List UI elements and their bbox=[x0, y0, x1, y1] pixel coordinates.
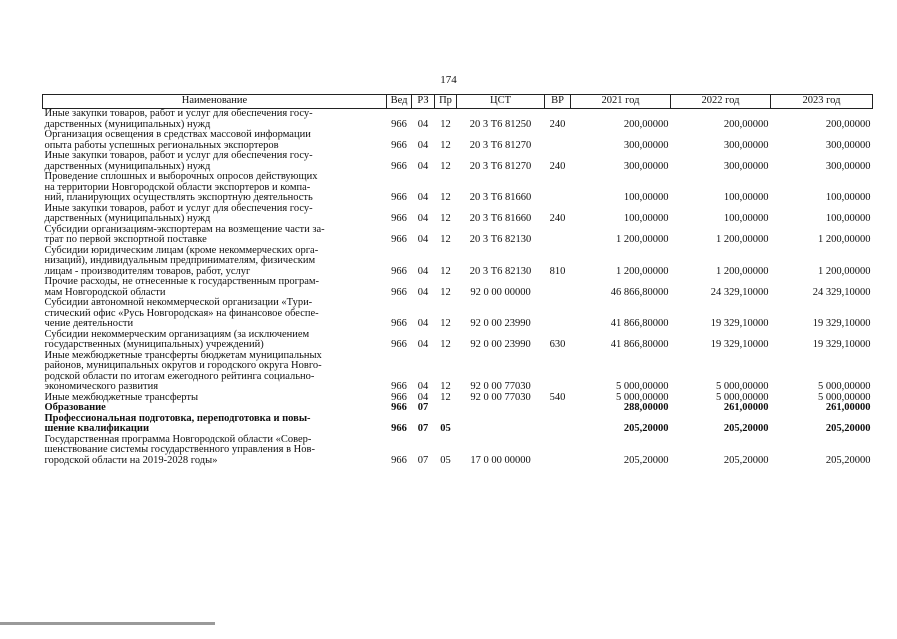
cst-cell: 20 3 Т6 82130 bbox=[469, 265, 532, 277]
amount-2023: 200,00000 bbox=[825, 118, 871, 130]
vr-cell bbox=[545, 172, 571, 204]
rz-cell: 04 bbox=[417, 391, 429, 403]
rz-cell: 04 bbox=[417, 286, 429, 298]
amount-2021: 100,00000 bbox=[623, 213, 669, 224]
amount-2021: 300,00000 bbox=[623, 139, 669, 151]
ved-cell: 966 bbox=[391, 454, 407, 466]
row-name-cell bbox=[43, 130, 387, 151]
rz-cell: 07 bbox=[417, 454, 429, 466]
vr-cell bbox=[545, 435, 571, 467]
row-name-cell bbox=[43, 225, 387, 246]
amount-2021: 100,00000 bbox=[623, 192, 669, 203]
table-row bbox=[43, 330, 873, 351]
header-2021: 2021 год bbox=[571, 95, 671, 109]
row-name-line: дарственных (муниципальных) нужд bbox=[44, 160, 211, 172]
rz-cell: 07 bbox=[417, 423, 429, 434]
amount-2022: 100,00000 bbox=[723, 192, 769, 203]
rz-cell: 04 bbox=[417, 234, 429, 245]
pr-cell: 12 bbox=[440, 160, 451, 172]
table-row bbox=[43, 414, 873, 435]
amount-2022: 1 200,00000 bbox=[716, 234, 769, 245]
amount-2023: 205,20000 bbox=[825, 423, 871, 434]
rz-cell: 04 bbox=[417, 160, 429, 172]
amount-2021: 200,00000 bbox=[623, 118, 669, 130]
table-row bbox=[43, 151, 873, 172]
ved-cell: 966 bbox=[391, 286, 407, 298]
pr-cell: 05 bbox=[440, 454, 451, 466]
amount-2023: 100,00000 bbox=[825, 192, 871, 203]
cst-cell: 92 0 00 23990 bbox=[470, 339, 531, 350]
cst-cell: 92 0 00 23990 bbox=[470, 318, 531, 329]
row-name-line: Профессиональная подготовка, переподготовка и повы- bbox=[44, 412, 311, 424]
amount-2022: 205,20000 bbox=[723, 423, 769, 434]
cst-cell: 20 3 Т6 81660 bbox=[469, 192, 532, 203]
vr-cell: 540 bbox=[549, 391, 566, 403]
footer-rule bbox=[0, 622, 215, 625]
pr-cell: 12 bbox=[440, 286, 451, 298]
ved-cell: 966 bbox=[391, 192, 407, 203]
table-row bbox=[43, 277, 873, 298]
table-header-row bbox=[43, 95, 873, 109]
amount-2021: 205,20000 bbox=[623, 454, 669, 466]
vr-cell bbox=[545, 351, 571, 393]
row-name-line: дарственных (муниципальных) нужд bbox=[44, 213, 211, 224]
row-name-cell bbox=[43, 403, 387, 414]
ved-cell: 966 bbox=[391, 339, 407, 350]
pr-cell bbox=[435, 403, 457, 414]
row-name-line: городской области на 2019-2028 годы» bbox=[44, 454, 218, 466]
vr-cell: 630 bbox=[549, 339, 566, 350]
ved-cell: 966 bbox=[391, 234, 407, 245]
ved-cell: 966 bbox=[391, 160, 407, 172]
table-body bbox=[43, 109, 873, 467]
row-name-line: Иные межбюджетные трансферты бюджетам муниципальных bbox=[44, 349, 322, 361]
pr-cell: 12 bbox=[440, 192, 451, 203]
row-name-line: Субсидии юридическим лицам (кроме некоммерческих орга- bbox=[44, 244, 319, 256]
rz-cell: 04 bbox=[417, 118, 429, 130]
pr-cell: 12 bbox=[440, 234, 451, 245]
amount-2022: 200,00000 bbox=[723, 118, 769, 130]
pr-cell: 12 bbox=[440, 213, 451, 224]
table-row bbox=[43, 246, 873, 278]
amount-2022: 5 000,00000 bbox=[716, 381, 769, 392]
row-name-line: чение деятельности bbox=[44, 318, 134, 329]
row-name-line: шенствование системы государственного управления в Нов- bbox=[44, 444, 315, 455]
amount-2021: 41 866,80000 bbox=[610, 339, 669, 350]
vr-cell: 240 bbox=[549, 160, 566, 172]
rz-cell: 04 bbox=[417, 213, 429, 224]
row-name-line: Субсидии автономной некоммерческой организации «Тури- bbox=[44, 297, 313, 308]
amount-2022: 19 329,10000 bbox=[710, 339, 769, 350]
row-name-line: мам Новгородской области bbox=[44, 286, 166, 298]
row-name-cell bbox=[43, 172, 387, 204]
ved-cell: 966 bbox=[391, 318, 407, 329]
header-name: Наименование bbox=[43, 95, 387, 109]
ved-cell: 966 bbox=[391, 265, 407, 277]
ved-cell: 966 bbox=[391, 402, 407, 413]
cst-cell: 92 0 00 77030 bbox=[470, 381, 531, 392]
table-row bbox=[43, 172, 873, 204]
amount-2023: 261,00000 bbox=[825, 402, 871, 413]
cst-cell: 20 3 Т6 82130 bbox=[469, 234, 532, 245]
row-name-cell bbox=[43, 298, 387, 330]
row-name-line: Иные межбюджетные трансферты bbox=[44, 391, 199, 403]
cst-cell: 92 0 00 00000 bbox=[470, 286, 531, 298]
row-name-line: районов, муниципальных округов и городского округа Новго- bbox=[44, 360, 322, 371]
rz-cell: 04 bbox=[417, 381, 429, 392]
amount-2022: 300,00000 bbox=[723, 160, 769, 172]
row-name-line: родской области по итогам ежегодного рейтинга социально- bbox=[44, 370, 315, 382]
row-name-cell bbox=[43, 330, 387, 351]
ved-cell: 966 bbox=[391, 139, 407, 151]
row-name-line: низаций), индивидуальным предпринимателям, физическим bbox=[44, 255, 316, 266]
row-name-line: лицам - производителям товаров, работ, услуг bbox=[44, 265, 251, 277]
row-name-cell bbox=[43, 204, 387, 225]
row-name-line: Иные закупки товаров, работ и услуг для обеспечения госу- bbox=[44, 150, 313, 161]
amount-2022: 19 329,10000 bbox=[710, 318, 769, 329]
row-name-line: шение квалификации bbox=[44, 423, 150, 434]
row-name-line: Государственная программа Новгородской области «Совер- bbox=[44, 433, 312, 445]
amount-2023: 5 000,00000 bbox=[818, 381, 871, 392]
amount-2022: 24 329,10000 bbox=[710, 286, 769, 298]
row-name-line: экономического развития bbox=[44, 381, 159, 392]
cst-cell: 92 0 00 77030 bbox=[470, 391, 531, 403]
amount-2021: 5 000,00000 bbox=[616, 391, 669, 403]
amount-2022: 100,00000 bbox=[723, 213, 769, 224]
rz-cell: 04 bbox=[417, 265, 429, 277]
amount-2023: 300,00000 bbox=[825, 160, 871, 172]
row-name-cell bbox=[43, 414, 387, 435]
vr-cell: 240 bbox=[549, 213, 566, 224]
ved-cell: 966 bbox=[391, 423, 407, 434]
amount-2023: 19 329,10000 bbox=[812, 318, 871, 329]
amount-2021: 41 866,80000 bbox=[610, 318, 669, 329]
vr-cell: 240 bbox=[549, 118, 566, 130]
amount-2022: 205,20000 bbox=[723, 454, 769, 466]
row-name-line: государственных (муниципальных) учреждений) bbox=[44, 339, 264, 350]
row-name-cell bbox=[43, 151, 387, 172]
row-name-line: на территории Новгородской области экспортеров и компа- bbox=[44, 181, 311, 193]
amount-2023: 205,20000 bbox=[825, 454, 871, 466]
row-name-cell bbox=[43, 109, 387, 131]
vr-cell bbox=[545, 298, 571, 330]
vr-cell bbox=[545, 130, 571, 151]
cst-cell bbox=[457, 403, 545, 414]
table-row bbox=[43, 435, 873, 467]
row-name-line: Образование bbox=[44, 402, 106, 413]
header-2022: 2022 год bbox=[671, 95, 771, 109]
row-name-cell bbox=[43, 351, 387, 393]
amount-2021: 300,00000 bbox=[623, 160, 669, 172]
pr-cell: 12 bbox=[440, 318, 451, 329]
row-name-line: Иные закупки товаров, работ и услуг для обеспечения госу- bbox=[44, 108, 313, 119]
table-row bbox=[43, 298, 873, 330]
row-name-cell bbox=[43, 246, 387, 278]
amount-2023: 100,00000 bbox=[825, 213, 871, 224]
row-name-line: трат по первой экспортной поставке bbox=[44, 234, 207, 245]
amount-2021: 46 866,80000 bbox=[610, 286, 669, 298]
cst-cell: 20 3 Т6 81250 bbox=[469, 118, 532, 130]
ved-cell: 966 bbox=[391, 381, 407, 392]
pr-cell: 12 bbox=[440, 391, 451, 403]
amount-2022: 5 000,00000 bbox=[716, 391, 769, 403]
table-row bbox=[43, 351, 873, 393]
vr-cell bbox=[545, 225, 571, 246]
ved-cell: 966 bbox=[391, 391, 407, 403]
header-rz: РЗ bbox=[412, 95, 435, 109]
rz-cell: 04 bbox=[417, 139, 429, 151]
cst-cell bbox=[457, 414, 545, 435]
amount-2023: 1 200,00000 bbox=[818, 234, 871, 245]
row-name-line: Проведение сплошных и выборочных опросов действующих bbox=[44, 171, 318, 182]
amount-2021: 1 200,00000 bbox=[616, 234, 669, 245]
table-row bbox=[43, 403, 873, 414]
amount-2022: 261,00000 bbox=[723, 402, 769, 413]
amount-2023: 300,00000 bbox=[825, 139, 871, 151]
cst-cell: 20 3 Т6 81270 bbox=[469, 139, 532, 151]
header-ved: Вед bbox=[387, 95, 412, 109]
amount-2023: 5 000,00000 bbox=[818, 391, 871, 403]
row-name-line: опыта работы успешных региональных экспортеров bbox=[44, 139, 279, 151]
pr-cell: 12 bbox=[440, 118, 451, 130]
pr-cell: 12 bbox=[440, 139, 451, 151]
ved-cell: 966 bbox=[391, 213, 407, 224]
pr-cell: 12 bbox=[440, 265, 451, 277]
rz-cell: 04 bbox=[417, 339, 429, 350]
amount-2021: 1 200,00000 bbox=[616, 265, 669, 277]
ved-cell: 966 bbox=[391, 118, 407, 130]
pr-cell: 12 bbox=[440, 339, 451, 350]
amount-2023: 19 329,10000 bbox=[812, 339, 871, 350]
row-name-line: Субсидии некоммерческим организациям (за исключением bbox=[44, 328, 310, 340]
row-name-line: стический офис «Русь Новгородская» на финансовое обеспе- bbox=[44, 307, 319, 319]
row-name-line: Прочие расходы, не отнесенные к государственным програм- bbox=[44, 276, 320, 287]
rz-cell: 04 bbox=[417, 192, 429, 203]
amount-2022: 1 200,00000 bbox=[716, 265, 769, 277]
row-name-line: ний, планирующих осуществлять экспортную деятельность bbox=[44, 192, 313, 203]
cst-cell: 20 3 Т6 81660 bbox=[469, 213, 532, 224]
amount-2022: 300,00000 bbox=[723, 139, 769, 151]
header-2023: 2023 год bbox=[771, 95, 873, 109]
header-cst: ЦСТ bbox=[457, 95, 545, 109]
row-name-line: дарственных (муниципальных) нужд bbox=[44, 118, 211, 130]
vr-cell bbox=[545, 403, 571, 414]
pr-cell: 05 bbox=[440, 423, 451, 434]
header-pr: Пр bbox=[435, 95, 457, 109]
amount-2023: 24 329,10000 bbox=[812, 286, 871, 298]
vr-cell: 810 bbox=[549, 265, 566, 277]
header-vr: ВР bbox=[545, 95, 571, 109]
pr-cell: 12 bbox=[440, 381, 451, 392]
amount-2021: 288,00000 bbox=[623, 402, 669, 413]
row-name-line: Субсидии организациям-экспортерам на возмещение части за- bbox=[44, 223, 325, 235]
page-number: 174 bbox=[440, 74, 457, 86]
rz-cell: 07 bbox=[417, 402, 429, 413]
amount-2021: 5 000,00000 bbox=[616, 381, 669, 392]
row-name-line: Организация освещения в средствах массовой информации bbox=[44, 129, 311, 140]
cst-cell: 20 3 Т6 81270 bbox=[469, 160, 532, 172]
table-row bbox=[43, 204, 873, 225]
row-name-cell bbox=[43, 277, 387, 298]
row-name-cell bbox=[43, 435, 387, 467]
amount-2021: 205,20000 bbox=[623, 423, 669, 434]
table-row bbox=[43, 130, 873, 151]
cst-cell: 17 0 00 00000 bbox=[470, 454, 531, 466]
vr-cell bbox=[545, 414, 571, 435]
row-name-line: Иные закупки товаров, работ и услуг для обеспечения госу- bbox=[44, 202, 313, 214]
rz-cell: 04 bbox=[417, 318, 429, 329]
table-row bbox=[43, 225, 873, 246]
vr-cell bbox=[545, 277, 571, 298]
table-row bbox=[43, 109, 873, 131]
amount-2023: 1 200,00000 bbox=[818, 265, 871, 277]
budget-table bbox=[42, 94, 873, 466]
